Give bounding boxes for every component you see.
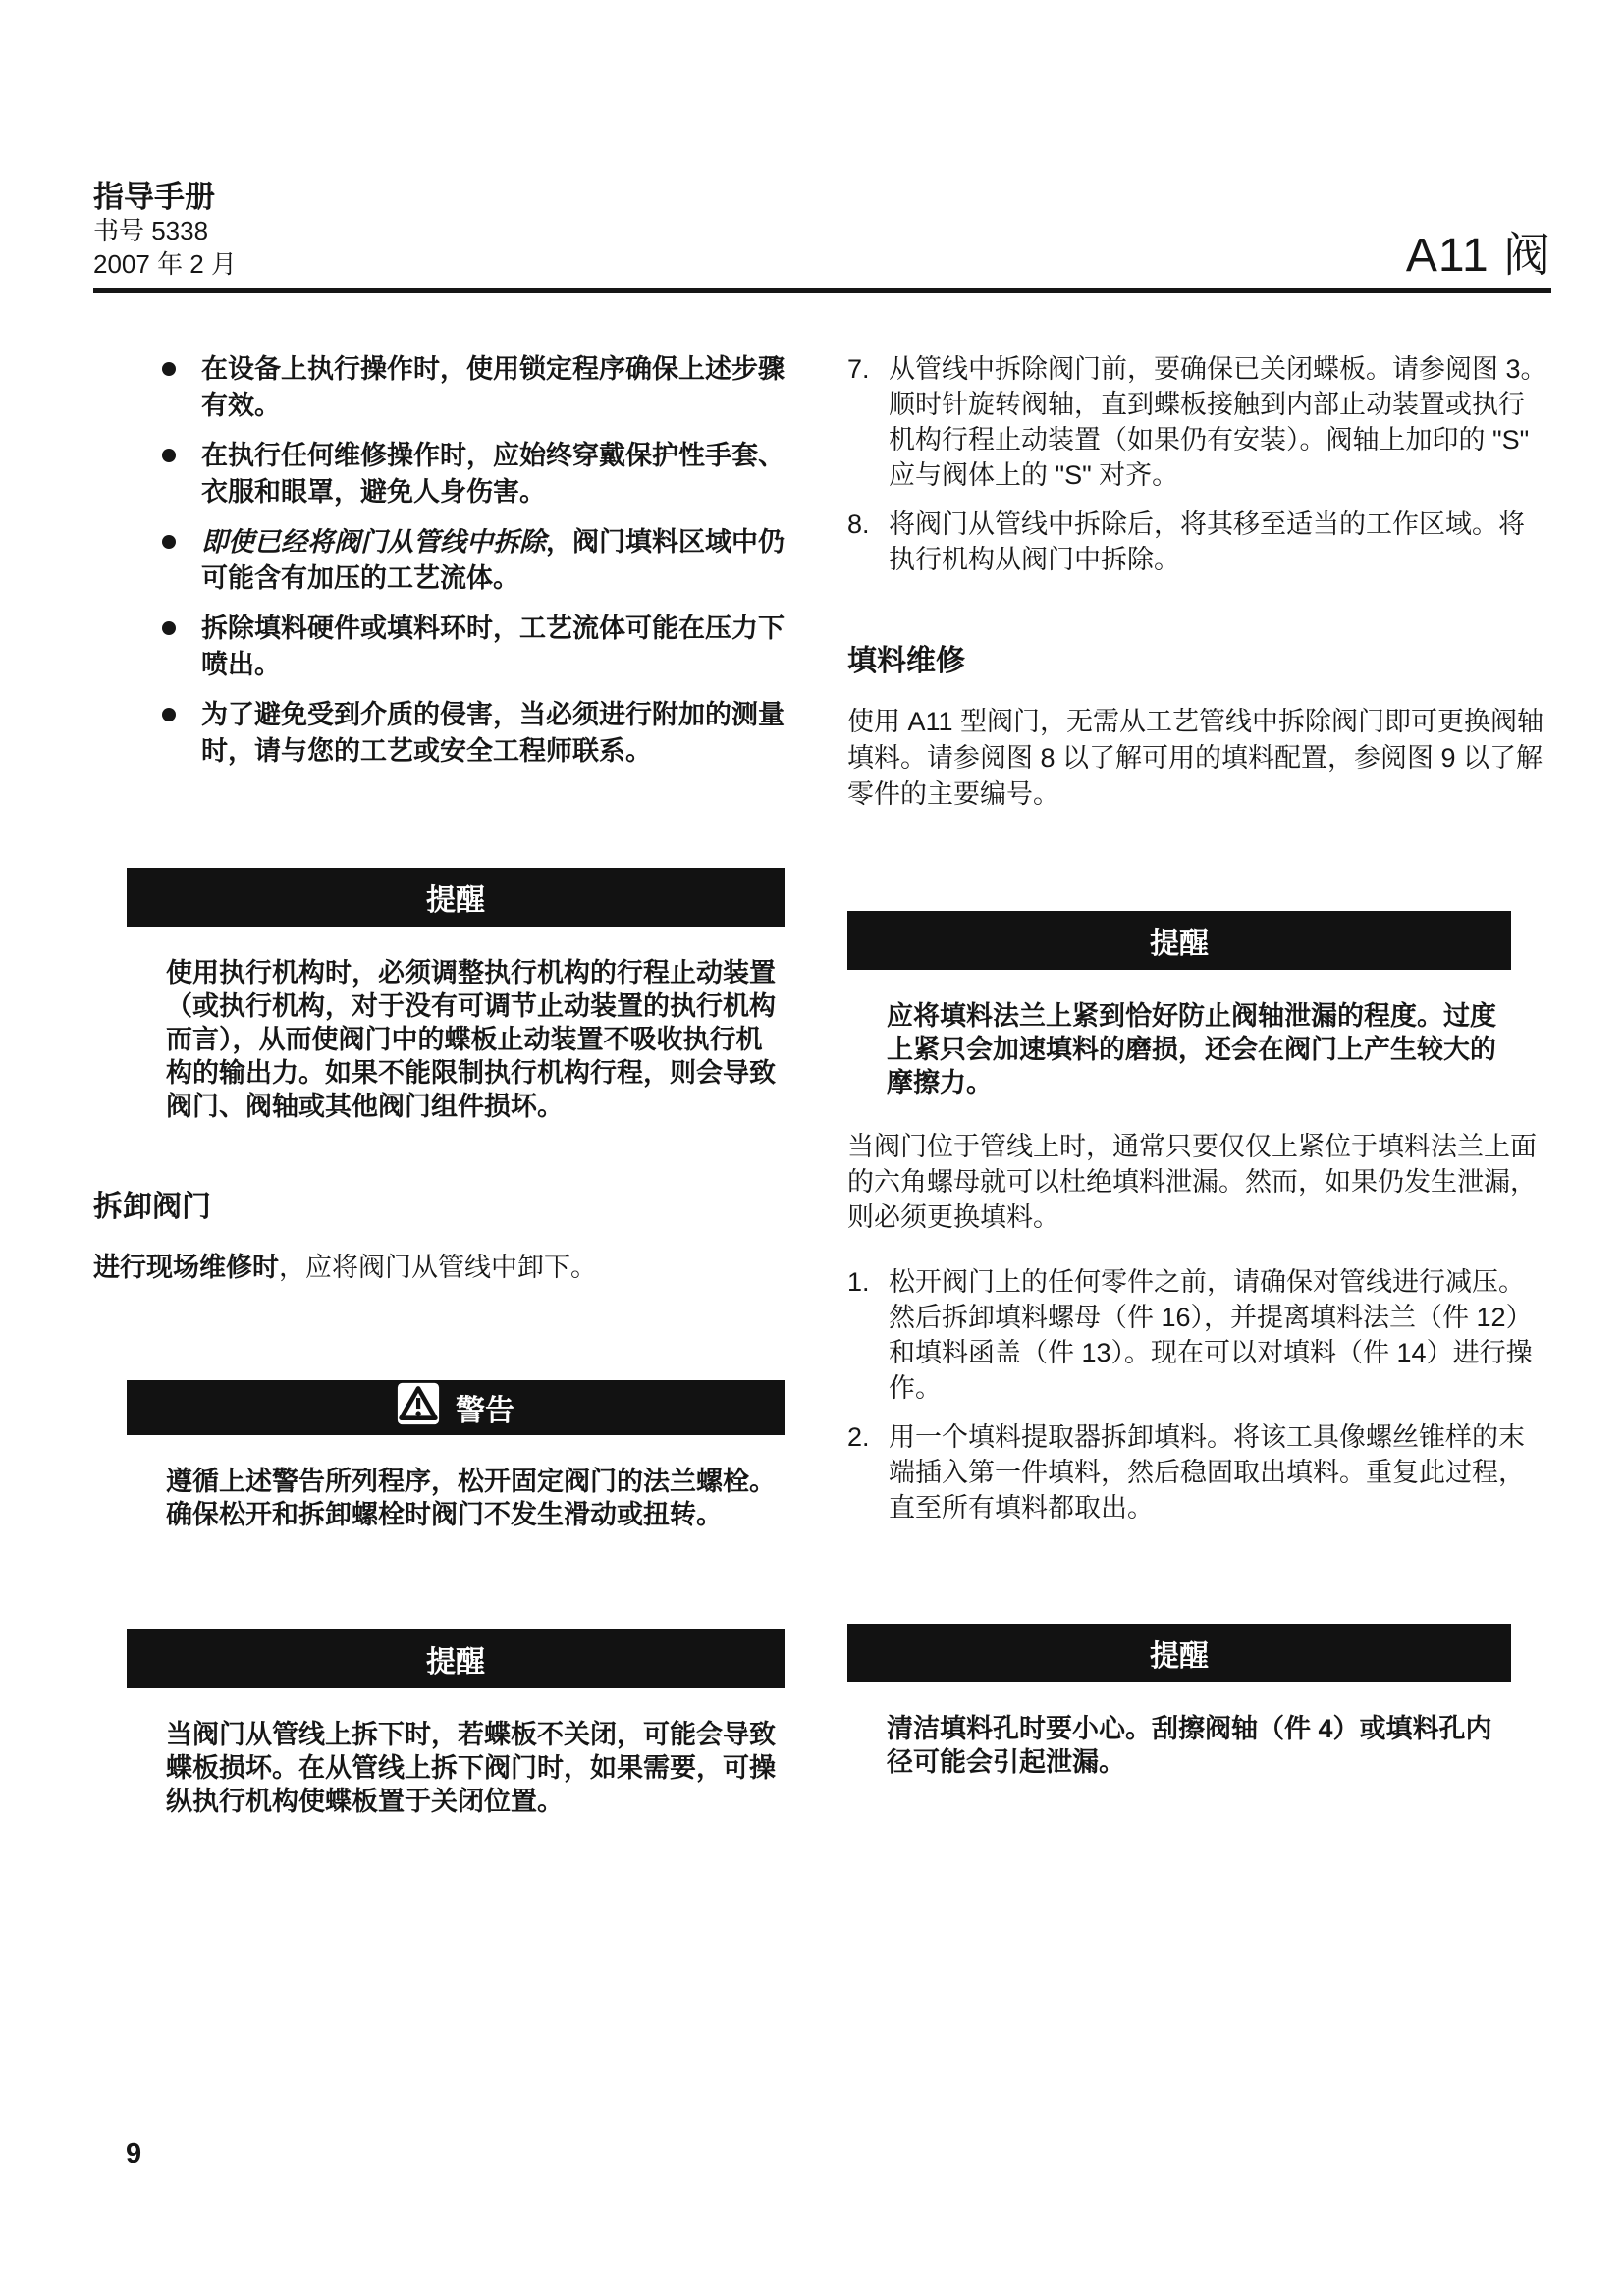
step-number: 1. — [847, 1266, 870, 1297]
notice-label: 提醒 — [1150, 1639, 1209, 1673]
notice-box — [847, 1624, 1511, 1779]
notice-label: 提醒 — [426, 883, 485, 917]
warning-header — [127, 1380, 785, 1435]
bullet-text: 拆除填料硬件或填料环时，工艺流体可能在压力下喷出。 — [201, 613, 785, 679]
step-item — [847, 1264, 1550, 1406]
step-text: 用一个填料提取器拆卸填料。将该工具像螺丝锥样的末端插入第一件填料，然后稳固取出填料。重复此过程，直至所有填料都取出。 — [889, 1421, 1525, 1522]
left-column — [93, 351, 796, 1818]
paragraph-lead: 进行现场维修时 — [93, 1252, 279, 1282]
safety-bullet-item — [162, 611, 796, 683]
safety-bullet-list — [93, 351, 796, 770]
notice-body: 应将填料法兰上紧到恰好防止阀轴泄漏的程度。过度上紧只会加速填料的磨损，还会在阀门上产生较大的摩擦力。 — [887, 1000, 1496, 1097]
notice-box — [127, 868, 785, 1123]
warning-box — [127, 1380, 785, 1531]
safety-bullet-item — [162, 351, 796, 424]
safety-bullet-item — [162, 697, 796, 770]
step-text: 从管线中拆除阀门前，要确保已关闭蝶板。请参阅图 3。顺时针旋转阀轴，直到蝶板接触到内部止动装置或执行机构行程止动装置（如果仍有安装）。阀轴上加印的 "S" 应与阀体上的 "S" 对齐。 — [889, 353, 1547, 490]
section-heading-packing-maintenance: 填料维修 — [847, 644, 965, 677]
valve-removal-paragraph — [93, 1250, 796, 1286]
notice-body: 使用执行机构时，必须调整执行机构的行程止动装置（或执行机构，对于没有可调节止动装置的执行机构而言），从而使阀门中的蝶板止动装置不吸收执行机构的输出力。如果不能限制执行机构行程，则会导致阀门、阀轴或其他阀门组件损坏。 — [166, 957, 776, 1121]
step-item — [847, 1419, 1550, 1525]
packing-steps-list — [847, 1264, 1550, 1525]
notice-header — [847, 911, 1511, 970]
notice-label: 提醒 — [1150, 927, 1209, 960]
doc-date: 2007 年 2 月 — [93, 248, 237, 279]
notice-label: 提醒 — [426, 1645, 485, 1679]
step-number: 7. — [847, 353, 870, 384]
section-heading-valve-removal: 拆卸阀门 — [93, 1190, 211, 1223]
bullet-icon — [162, 708, 176, 721]
notice-body: 清洁填料孔时要小心。刮擦阀轴（件 4）或填料孔内径可能会引起泄漏。 — [887, 1713, 1492, 1777]
step-text: 松开阀门上的任何零件之前，请确保对管线进行减压。然后拆卸填料螺母（件 16），并提离填料法兰（件 12）和填料函盖（件 13）。现在可以对填料（件 14）进行操作。 — [889, 1266, 1533, 1403]
bullet-text: 在执行任何维修操作时，应始终穿戴保护性手套、衣服和眼罩，避免人身伤害。 — [201, 440, 785, 507]
doc-number: 书号 5338 — [93, 216, 209, 246]
bullet-icon — [162, 535, 176, 549]
step-item — [847, 351, 1550, 493]
right-column — [847, 351, 1550, 1818]
safety-bullet-item — [162, 438, 796, 510]
warning-label: 警告 — [456, 1394, 514, 1427]
manual-title: 指导手册 — [93, 180, 215, 214]
bullet-text: 在设备上执行操作时，使用锁定程序确保上述步骤有效。 — [201, 353, 785, 420]
packing-maintenance-paragraph: 使用 A11 型阀门，无需从工艺管线中拆除阀门即可更换阀轴填料。请参阅图 8 以了解可用的填料配置，参阅图 9 以了解零件的主要编号。 — [847, 706, 1544, 809]
step-number: 8. — [847, 508, 870, 539]
paragraph-rest: ，应将阀门从管线中卸下。 — [279, 1252, 597, 1282]
content-columns — [93, 351, 1551, 1818]
notice-header — [847, 1624, 1511, 1682]
notice-body: 当阀门从管线上拆下时，若蝶板不关闭，可能会导致蝶板损坏。在从管线上拆下阀门时，如果需要，可操纵执行机构使蝶板置于关闭位置。 — [166, 1719, 776, 1816]
document-header — [93, 179, 1551, 282]
step-number: 2. — [847, 1421, 870, 1452]
bullet-text: 为了避免受到介质的侵害，当必须进行附加的测量时，请与您的工艺或安全工程师联系。 — [201, 699, 785, 766]
notice-box — [127, 1629, 785, 1818]
notice-header — [127, 1629, 785, 1688]
header-left — [93, 179, 237, 282]
warning-body: 遵循上述警告所列程序，松开固定阀门的法兰螺栓。确保松开和拆卸螺栓时阀门不发生滑动或扭转。 — [166, 1466, 776, 1529]
bullet-text: ，阀门填料区域中仍可能含有加压的工艺流体。 — [201, 526, 785, 593]
step-text: 将阀门从管线中拆除后，将其移至适当的工作区域。将执行机构从阀门中拆除。 — [889, 508, 1525, 574]
bullet-icon — [162, 621, 176, 635]
bullet-icon — [162, 362, 176, 376]
packing-leak-paragraph: 当阀门位于管线上时，通常只要仅仅上紧位于填料法兰上面的六角螺母就可以杜绝填料泄漏。然而，如果仍发生泄漏，则必须更换填料。 — [847, 1131, 1537, 1232]
step-item — [847, 507, 1550, 577]
notice-header — [127, 868, 785, 927]
warning-triangle-icon — [397, 1382, 440, 1433]
header-rule — [93, 288, 1551, 293]
removal-steps-list — [847, 351, 1550, 577]
bullet-lead: 即使已经将阀门从管线中拆除 — [201, 526, 546, 557]
safety-bullet-item — [162, 524, 796, 597]
page-number: 9 — [126, 2138, 142, 2169]
bullet-icon — [162, 449, 176, 462]
notice-box — [847, 911, 1511, 1099]
product-title: A11 阀 — [1405, 229, 1551, 282]
